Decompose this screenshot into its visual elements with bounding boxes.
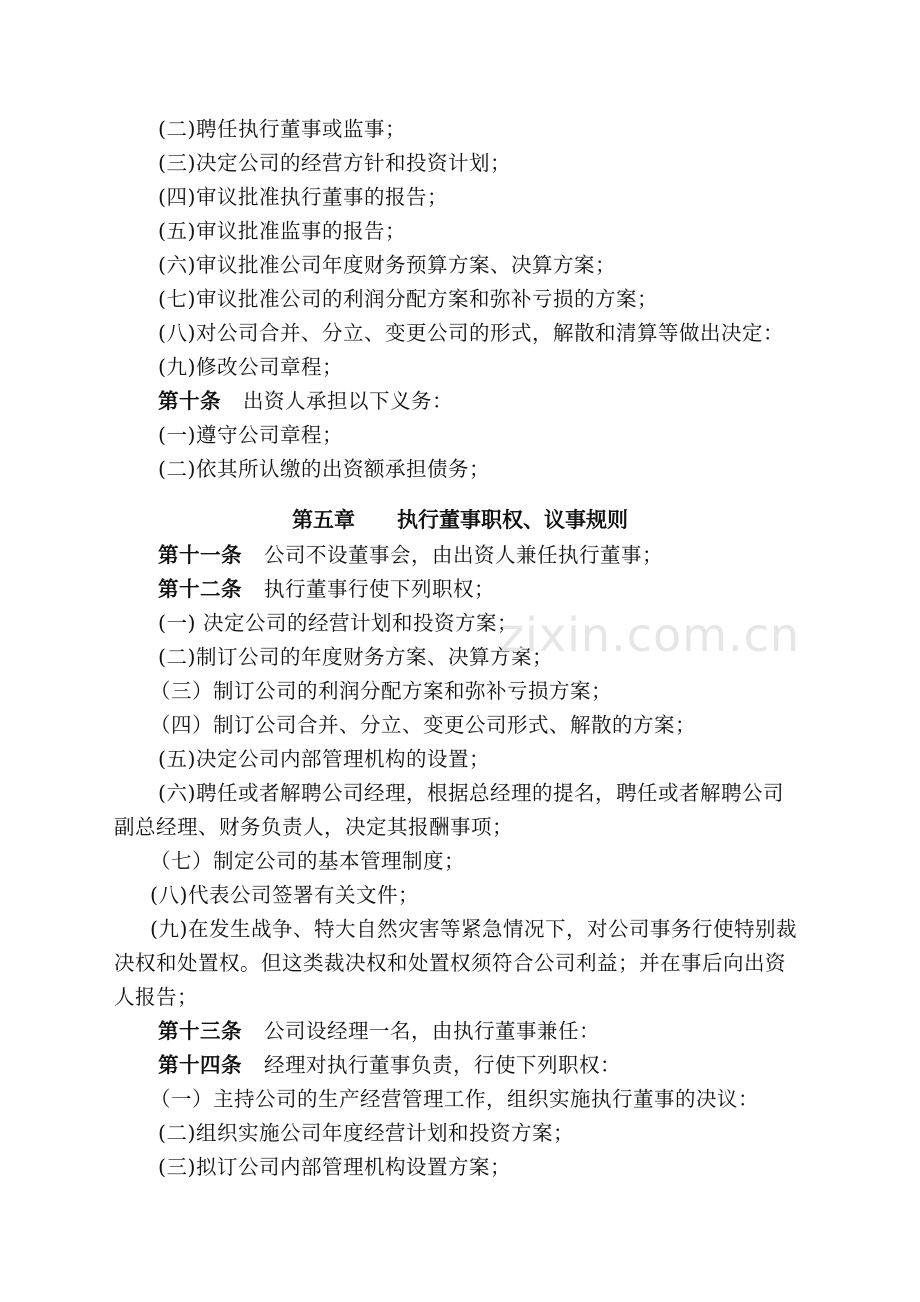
article-text: 执行董事行使下列职权； (264, 577, 495, 601)
article-text: 经理对执行董事负责，行使下列职权： (264, 1053, 621, 1077)
list-item: (二)制订公司的年度财务方案、决算方案； (158, 645, 553, 669)
list-item-continuation: 决权和处置权。但这类裁决权和处置权须符合公司利益；并在事后向出资 (114, 951, 786, 975)
list-item: (四)审议批准执行董事的报告； (158, 185, 448, 209)
list-item: (三)决定公司的经营方针和投资计划； (158, 151, 511, 175)
list-item: （一）主持公司的生产经营管理工作，组织实施执行董事的决议： (150, 1087, 759, 1111)
list-item: (六)审议批准公司年度财务预算方案、决算方案； (158, 253, 616, 277)
list-item: (七)审议批准公司的利润分配方案和弥补亏损的方案； (158, 287, 658, 311)
list-item: (三)拟订公司内部管理机构设置方案； (158, 1155, 511, 1179)
list-item: (八)对公司合并、分立、变更公司的形式，解散和清算等做出决定： (158, 321, 784, 345)
article-11 (158, 540, 663, 570)
list-item: (一) 决定公司的经营计划和投资方案； (158, 611, 519, 635)
chapter-title: 执行董事职权、议事规则 (397, 507, 628, 532)
article-text: 出资人承担以下义务： (243, 389, 453, 413)
article-label: 第十三条 (158, 1019, 242, 1043)
article-text: 公司不设董事会，由出资人兼任执行董事； (264, 543, 663, 567)
article-label: 第十二条 (158, 577, 242, 601)
article-13 (158, 1016, 600, 1046)
list-item: (二)聘任执行董事或监事； (158, 117, 406, 141)
list-item: (六)聘任或者解聘公司经理，根据总经理的提名，聘任或者解聘公司 (158, 781, 784, 805)
chapter-number: 第五章 (292, 507, 355, 532)
article-12 (158, 574, 495, 604)
list-item: (九)在发生战争、特大自然灾害等紧急情况下，对公司事务行使特别裁 (150, 917, 797, 941)
article-label: 第十四条 (158, 1053, 242, 1077)
list-item: (一)遵守公司章程； (158, 423, 343, 447)
list-item: (五)决定公司内部管理机构的设置； (158, 747, 490, 771)
list-item: (八)代表公司签署有关文件； (150, 883, 419, 907)
list-item: （三）制订公司的利润分配方案和弥补亏损方案； (150, 679, 612, 703)
list-item: （四）制订公司合并、分立、变更公司形式、解散的方案； (150, 713, 696, 737)
article-10 (158, 386, 453, 416)
list-item: (九)修改公司章程； (158, 355, 343, 379)
article-14 (158, 1050, 621, 1080)
list-item-continuation: 人报告； (114, 985, 198, 1009)
article-label: 第十一条 (158, 543, 242, 567)
chapter-heading (0, 505, 920, 535)
list-item-continuation: 副总经理、财务负责人，决定其报酬事项； (114, 815, 513, 839)
list-item: （七）制定公司的基本管理制度； (150, 849, 465, 873)
watermark: zixin.com.cn (500, 608, 801, 662)
list-item: (五)审议批准监事的报告； (158, 219, 406, 243)
list-item: (二)依其所认缴的出资额承担债务； (158, 457, 490, 481)
article-text: 公司设经理一名，由执行董事兼任： (264, 1019, 600, 1043)
article-label: 第十条 (158, 389, 221, 413)
list-item: (二)组织实施公司年度经营计划和投资方案； (158, 1121, 574, 1145)
